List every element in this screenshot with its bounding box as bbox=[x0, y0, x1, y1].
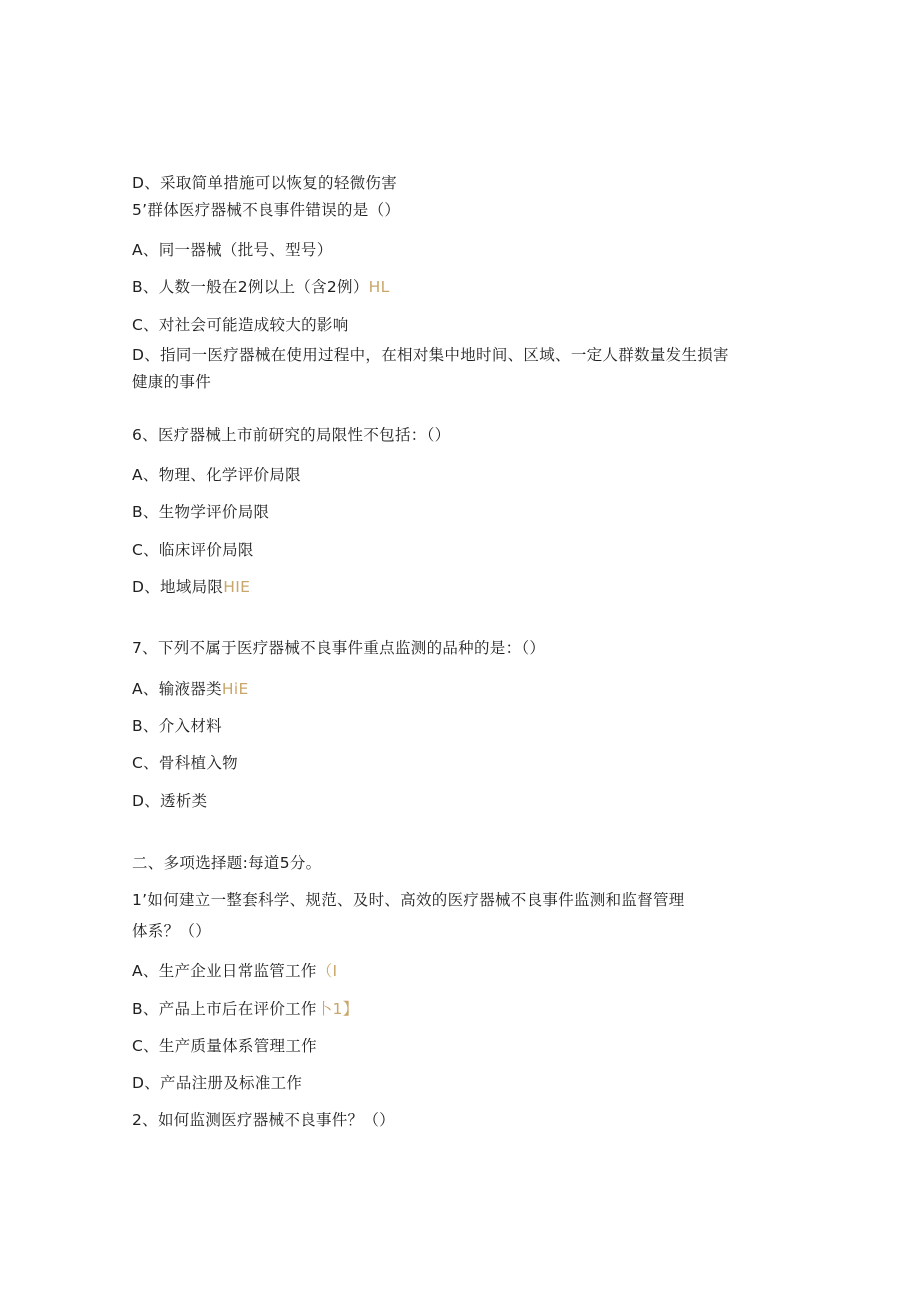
answer-option-continued: 健康的事件 bbox=[132, 373, 212, 391]
answer-mark: （I bbox=[316, 962, 338, 980]
answer-option: A、同一器械（批号、型号） bbox=[132, 241, 333, 259]
answer-option: D、产品注册及标准工作 bbox=[132, 1074, 303, 1092]
answer-mark: HL bbox=[368, 278, 390, 296]
answer-option: D、透析类 bbox=[132, 792, 208, 810]
answer-option: A、生产企业日常监管工作（I bbox=[132, 962, 338, 980]
answer-option: C、临床评价局限 bbox=[132, 541, 254, 559]
question-title: 5’群体医疗器械不良事件错误的是（） bbox=[132, 201, 401, 219]
answer-option: D、指同一医疗器械在使用过程中，在相对集中地时间、区域、一定人群数量发生损害 bbox=[132, 346, 729, 364]
answer-option: C、生产质量体系管理工作 bbox=[132, 1037, 317, 1055]
answer-option: A、物理、化学评价局限 bbox=[132, 466, 301, 484]
answer-option: C、对社会可能造成较大的影响 bbox=[132, 316, 349, 334]
text-line: D、采取简单措施可以恢复的轻微伤害 bbox=[132, 174, 398, 192]
answer-option: A、输液器类HiE bbox=[132, 680, 249, 698]
question-title: 1’如何建立一整套科学、规范、及时、高效的医疗器械不良事件监测和监督管理 bbox=[132, 891, 685, 909]
answer-option: C、骨科植入物 bbox=[132, 754, 238, 772]
question-title: 7、下列不属于医疗器械不良事件重点监测的品种的是：（） bbox=[132, 639, 546, 657]
answer-option: B、生物学评价局限 bbox=[132, 503, 270, 521]
answer-option: D、地域局限HIE bbox=[132, 578, 251, 596]
answer-option: B、介入材料 bbox=[132, 717, 222, 735]
answer-option: B、产品上市后在评价工作卜1】 bbox=[132, 1000, 359, 1018]
question-title: 6、医疗器械上市前研究的局限性不包括：（） bbox=[132, 426, 451, 444]
section-heading: 二、多项选择题:每道5分。 bbox=[132, 854, 322, 872]
question-title: 2、如何监测医疗器械不良事件？（） bbox=[132, 1111, 395, 1129]
answer-option: B、人数一般在2例以上（含2例）HL bbox=[132, 278, 390, 296]
answer-mark: 卜1】 bbox=[316, 1000, 359, 1018]
answer-mark: HIE bbox=[223, 578, 251, 596]
answer-mark: HiE bbox=[221, 680, 249, 698]
question-title-continued: 体系？（） bbox=[132, 922, 212, 940]
